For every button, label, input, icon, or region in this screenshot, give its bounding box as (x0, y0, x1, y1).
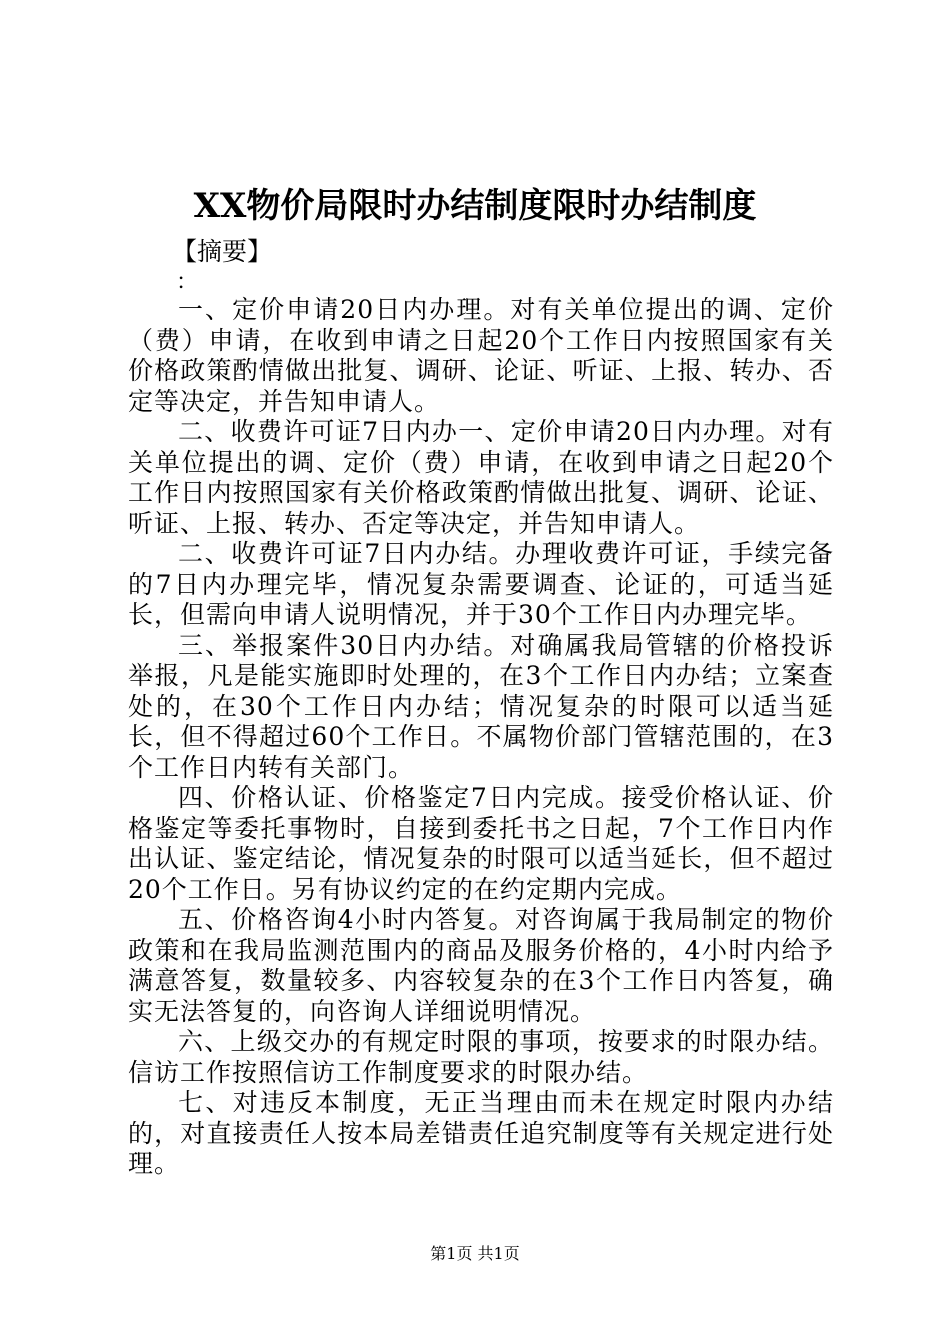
abstract-colon: ： (176, 270, 199, 295)
paragraph-8: 七、对违反本制度，无正当理由而未在规定时限内办结的，对直接责任人按本局差错责任追究制度等有关规定进行处理。 (128, 1088, 834, 1178)
paragraph-5: 四、价格认证、价格鉴定7日内完成。接受价格认证、价格鉴定等委托事物时，自接到委托书之日起，7个工作日内作出认证、鉴定结论，情况复杂的时限可以适当延长，但不超过20个工作日。另有协议约定的在约定期内完成。 (128, 783, 834, 904)
document-body (128, 295, 834, 1180)
page-footer: 第1页 共1页 (430, 1244, 520, 1263)
paragraph-3: 二、收费许可证7日内办结。办理收费许可证，手续完备的7日内办理完毕，情况复杂需要调查、论证的，可适当延长，但需向申请人说明情况，并于30个工作日内办理完毕。 (128, 539, 834, 629)
abstract-label: 【摘要】 (172, 237, 273, 266)
document-title: XX物价局限时办结制度限时办结制度 (193, 186, 757, 226)
paragraph-2: 二、收费许可证7日内办一、定价申请20日内办理。对有关单位提出的调、定价（费）申请，在收到申请之日起20个工作日内按照国家有关价格政策酌情做出批复、调研、论证、听证、上报、转办、否定等决定，并告知申请人。 (128, 417, 834, 538)
paragraph-4: 三、举报案件30日内办结。对确属我局管辖的价格投诉举报，凡是能实施即时处理的，在3个工作日内办结；立案查处的，在30个工作日内办结；情况复杂的时限可以适当延长，但不得超过60个工作日。不属物价部门管辖范围的，在3个工作日内转有关部门。 (128, 630, 834, 782)
paragraph-7: 六、上级交办的有规定时限的事项，按要求的时限办结。信访工作按照信访工作制度要求的时限办结。 (128, 1027, 834, 1087)
paragraph-6: 五、价格咨询4小时内答复。对咨询属于我局制定的物价政策和在我局监测范围内的商品及服务价格的，4小时内给予满意答复，数量较多、内容较复杂的在3个工作日内答复，确实无法答复的，向咨询人详细说明情况。 (128, 905, 834, 1026)
paragraph-1: 一、定价申请20日内办理。对有关单位提出的调、定价（费）申请，在收到申请之日起20个工作日内按照国家有关价格政策酌情做出批复、调研、论证、听证、上报、转办、否定等决定，并告知申请人。 (128, 295, 834, 416)
